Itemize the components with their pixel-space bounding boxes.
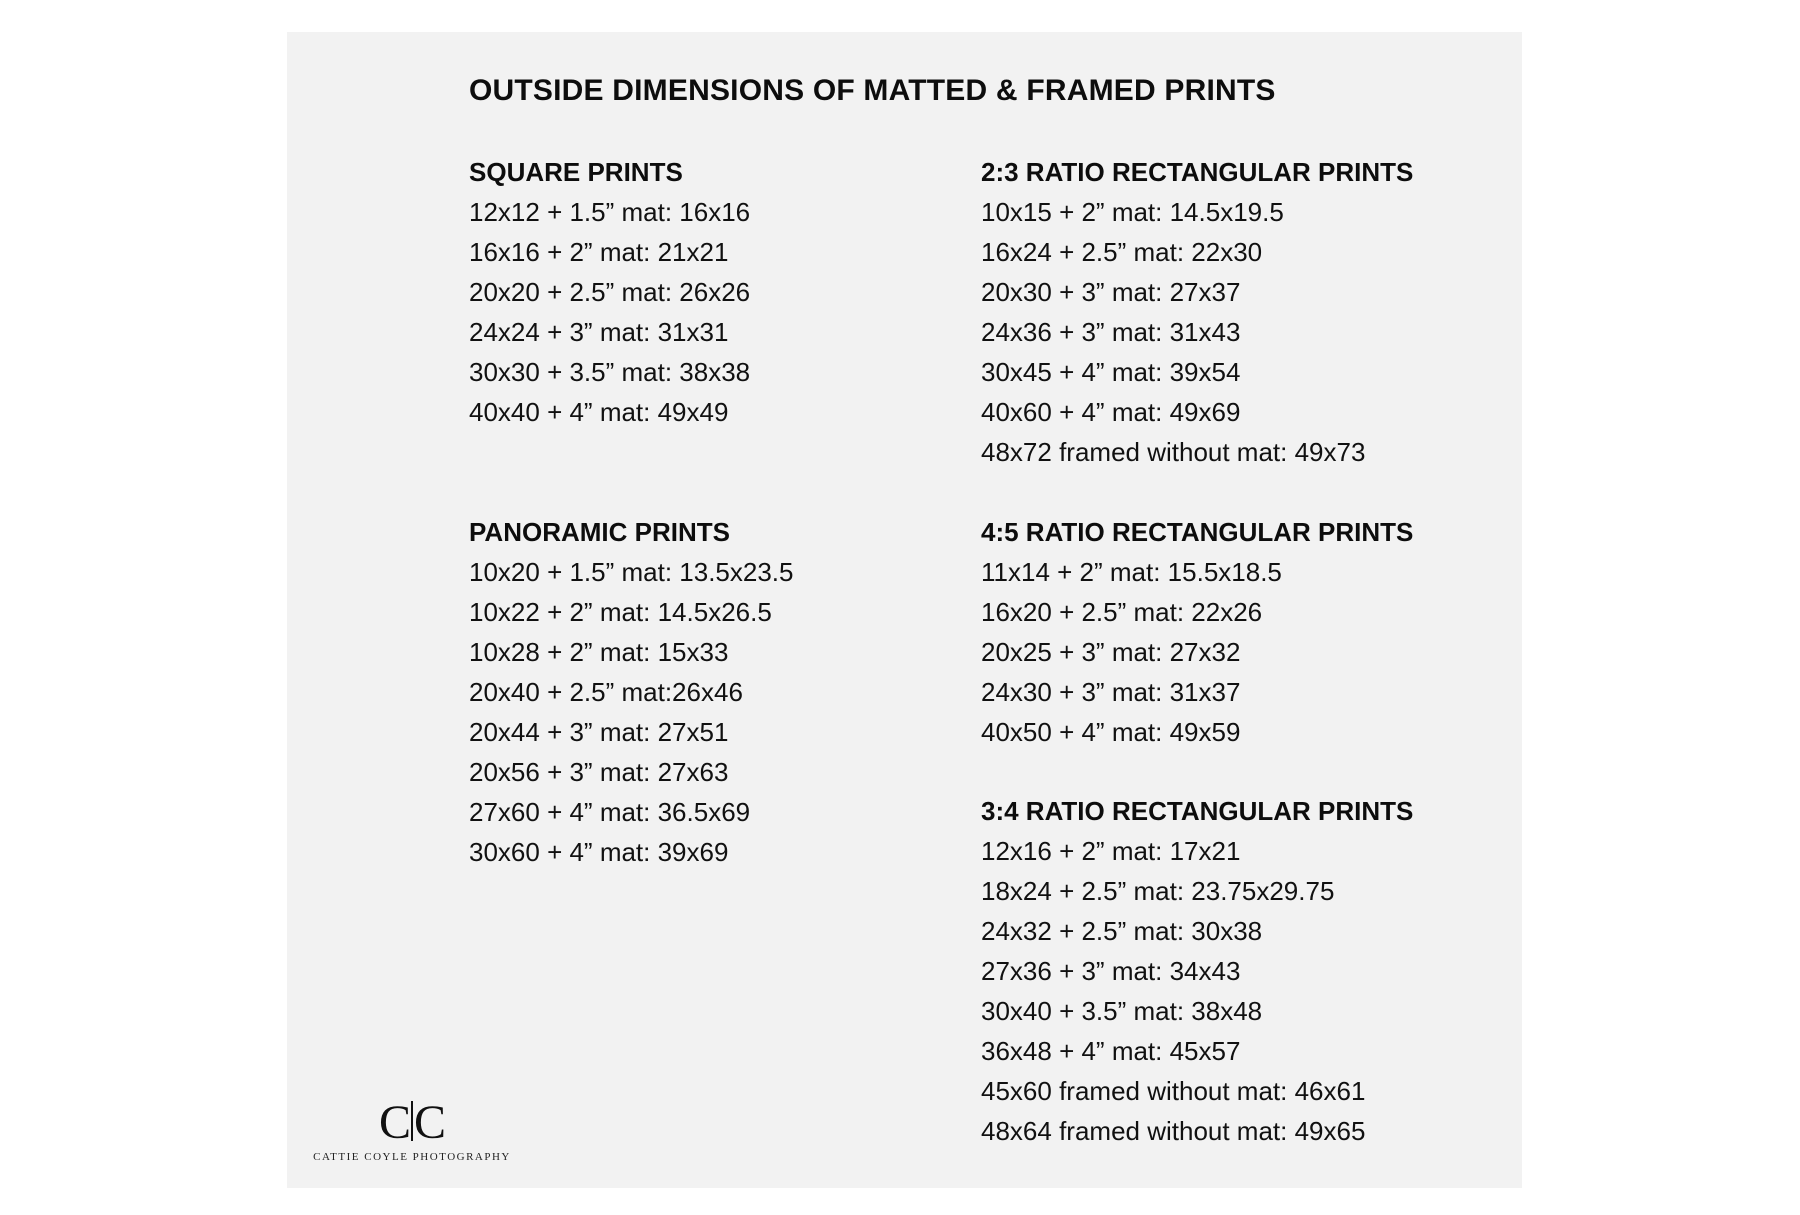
section-3-4-ratio-prints [981,791,1413,1151]
section-heading: 4:5 RATIO RECTANGULAR PRINTS [981,517,1414,547]
size-entry: 36x48 + 4” mat: 45x57 [981,1036,1241,1066]
logo-wordmark: CATTIE COYLE PHOTOGRAPHY [313,1151,511,1163]
size-entry: 24x24 + 3” mat: 31x31 [469,317,729,347]
entry-list [469,192,750,432]
size-entry: 10x22 + 2” mat: 14.5x26.5 [469,597,772,627]
section-panoramic-prints [469,512,794,872]
size-entry: 24x30 + 3” mat: 31x37 [981,677,1241,707]
size-entry: 40x40 + 4” mat: 49x49 [469,397,729,427]
entry-list [469,552,794,872]
size-entry: 48x64 framed without mat: 49x65 [981,1116,1366,1146]
size-entry: 30x60 + 4” mat: 39x69 [469,837,729,867]
size-entry: 16x20 + 2.5” mat: 22x26 [981,597,1263,627]
size-entry: 27x60 + 4” mat: 36.5x69 [469,797,751,827]
size-entry: 40x60 + 4” mat: 49x69 [981,397,1241,427]
section-heading: PANORAMIC PRINTS [469,517,730,547]
size-entry: 12x12 + 1.5” mat: 16x16 [469,197,751,227]
section-2-3-ratio-prints [981,152,1413,472]
entry-list [981,831,1413,1151]
entry-list [981,552,1413,752]
entry-list [981,192,1413,472]
logo-monogram: CC [378,1096,446,1149]
section-heading: SQUARE PRINTS [469,157,683,187]
size-entry: 45x60 framed without mat: 46x61 [981,1076,1366,1106]
size-chart-panel [287,32,1522,1188]
size-entry: 30x45 + 4” mat: 39x54 [981,357,1241,387]
size-entry: 10x20 + 1.5” mat: 13.5x23.5 [469,557,794,587]
size-entry: 24x32 + 2.5” mat: 30x38 [981,916,1263,946]
size-entry: 18x24 + 2.5” mat: 23.75x29.75 [981,876,1335,906]
size-entry: 27x36 + 3” mat: 34x43 [981,956,1241,986]
size-entry: 30x30 + 3.5” mat: 38x38 [469,357,751,387]
size-entry: 10x28 + 2” mat: 15x33 [469,637,729,667]
size-entry: 16x24 + 2.5” mat: 22x30 [981,237,1263,267]
size-entry: 20x56 + 3” mat: 27x63 [469,757,729,787]
size-entry: 20x40 + 2.5” mat:26x46 [469,677,743,707]
size-entry: 20x44 + 3” mat: 27x51 [469,717,729,747]
size-entry: 20x25 + 3” mat: 27x32 [981,637,1241,667]
size-entry: 11x14 + 2” mat: 15.5x18.5 [981,557,1282,587]
brand-logo [312,1097,512,1163]
section-heading: 3:4 RATIO RECTANGULAR PRINTS [981,796,1414,826]
size-entry: 12x16 + 2” mat: 17x21 [981,836,1241,866]
section-square-prints [469,152,750,432]
section-4-5-ratio-prints [981,512,1413,752]
size-entry: 30x40 + 3.5” mat: 38x48 [981,996,1263,1026]
size-entry: 24x36 + 3” mat: 31x43 [981,317,1241,347]
size-entry: 20x20 + 2.5” mat: 26x26 [469,277,751,307]
page-title: OUTSIDE DIMENSIONS OF MATTED & FRAMED PRINTS [469,74,1276,107]
size-entry: 40x50 + 4” mat: 49x59 [981,717,1241,747]
size-entry: 10x15 + 2” mat: 14.5x19.5 [981,197,1284,227]
section-heading: 2:3 RATIO RECTANGULAR PRINTS [981,157,1414,187]
size-entry: 20x30 + 3” mat: 27x37 [981,277,1241,307]
size-entry: 48x72 framed without mat: 49x73 [981,437,1366,467]
size-entry: 16x16 + 2” mat: 21x21 [469,237,729,267]
